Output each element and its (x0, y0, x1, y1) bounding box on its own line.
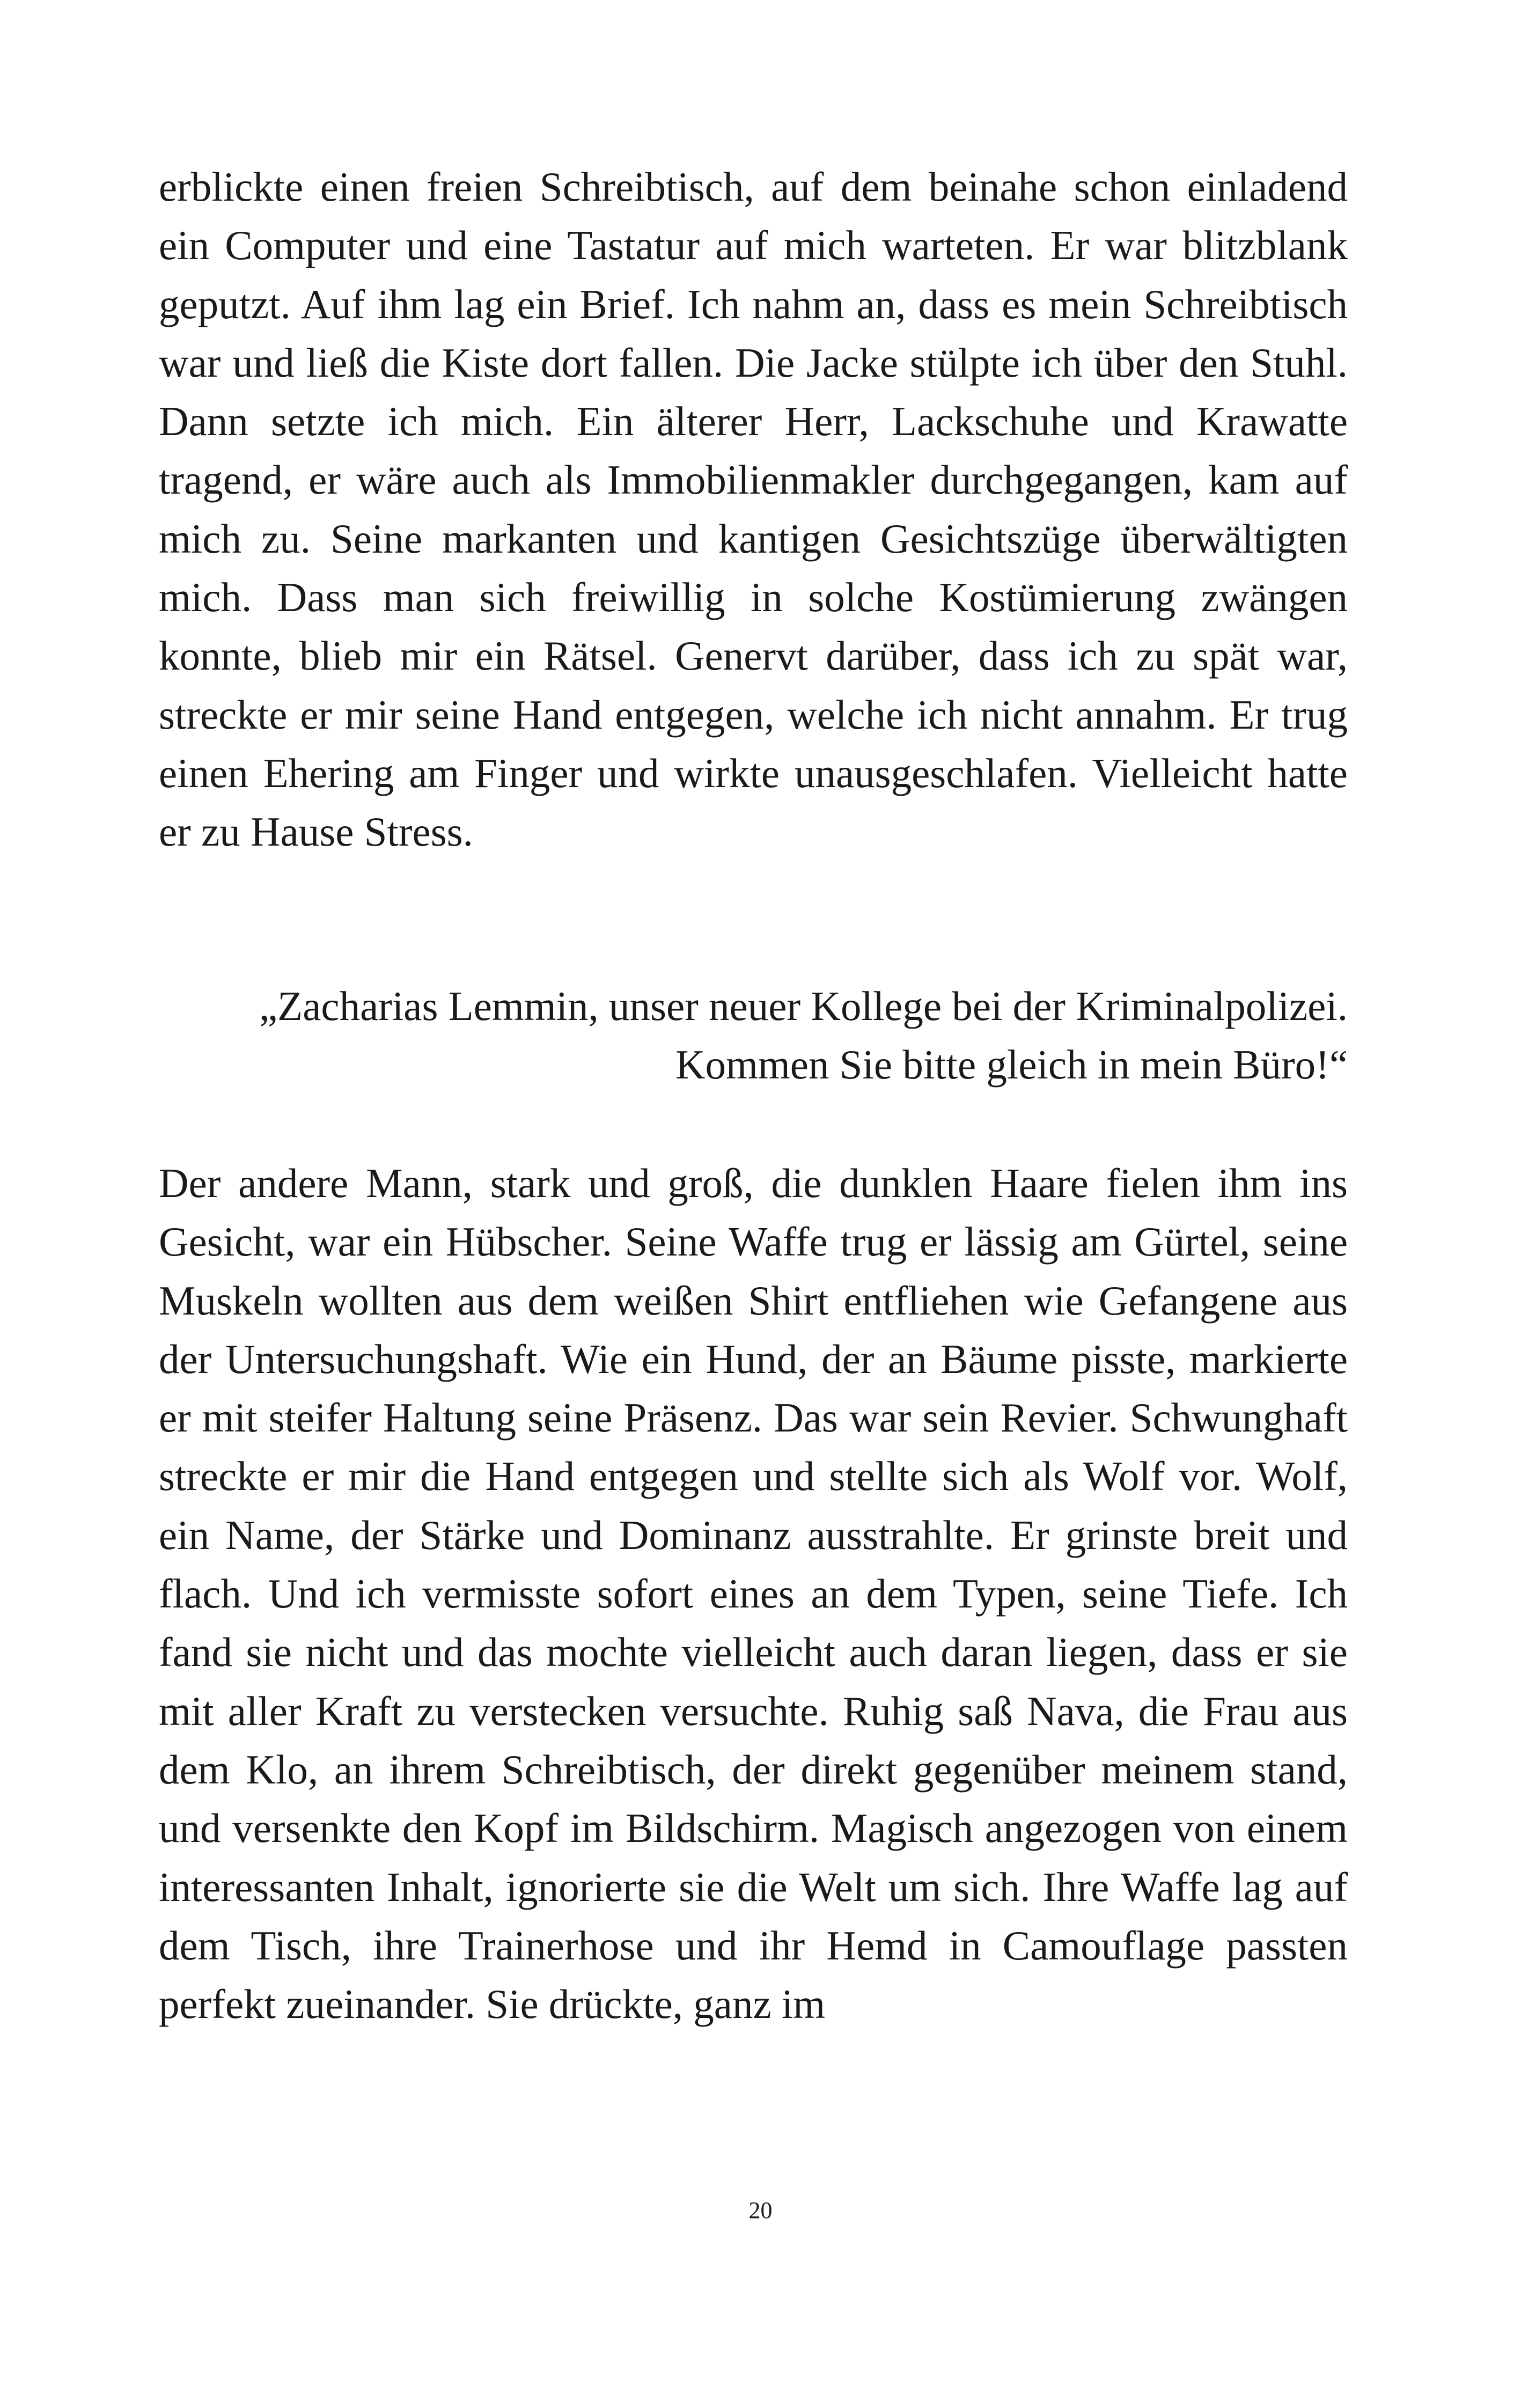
paragraph-wolf-and-nava: Der andere Mann, stark und groß, die dunklen Haare fielen ihm ins Gesicht, war ein Hübscher. Seine Waffe trug er lässig am Gürtel, seine Muskeln wollten aus dem weißen Shirt entfliehen wie Gefangene aus der Untersuchungshaft. Wie ein Hund, der an Bäume pisste, markierte er mit steifer Haltung seine Präsenz. Das war sein Revier. Schwunghaft streckte er mir die Hand entgegen und stellte sich als Wolf vor. Wolf, ein Name, der Stärke und Dominanz ausstrahlte. Er grinste breit und flach. Und ich vermisste sofort eines an dem Typen, seine Tiefe. Ich fand sie nicht und das mochte vielleicht auch daran liegen, dass er sie mit aller Kraft zu verstecken versuchte. Ruhig saß Nava, die Frau aus dem Klo, an ihrem Schreibtisch, der direkt gegenüber meinem stand, und versenkte den Kopf im Bildschirm. Magisch angezogen von einem interessanten Inhalt, ignorierte sie die Welt um sich. Ihre Waffe lag auf dem Tisch, ihre Trainerhose und ihr Hemd in Camouflage passten perfekt zueinander. Sie drückte, ganz im (159, 1160, 1348, 2028)
paragraph-office-arrival: erblickte einen freien Schreibtisch, auf dem beinahe schon einladend ein Computer und eine Tastatur auf mich warteten. Er war blitzblank geputzt. Auf ihm lag ein Brief. Ich nahm an, dass es mein Schreibtisch war und ließ die Kiste dort fallen. Die Jacke stülpte ich über den Stuhl. Dann setzte ich mich. Ein älterer Herr, Lackschuhe und Krawatte tragend, er wäre auch als Immobilienmakler durchgegangen, kam auf mich zu. Seine markanten und kantigen Gesichtszüge überwältigten mich. Dass man sich freiwillig in solche Kostümierung zwängen konnte, blieb mir ein Rätsel. Genervt darüber, dass ich zu spät war, streckte er mir seine Hand entgegen, welche ich nicht annahm. Er trug einen Ehering am Finger und wirkte unausgeschlafen. Vielleicht hatte er zu Hause Stress. (159, 164, 1348, 855)
dialogue-line-1: „Zacharias Lemmin, unser neuer Kollege bei der Kriminalpolizei. (259, 983, 1348, 1029)
dialogue-line-2: Kommen Sie bitte gleich in mein Büro!“ (675, 1041, 1348, 1088)
dialogue-quote (159, 977, 1348, 1094)
page-number: 20 (748, 2197, 773, 2223)
